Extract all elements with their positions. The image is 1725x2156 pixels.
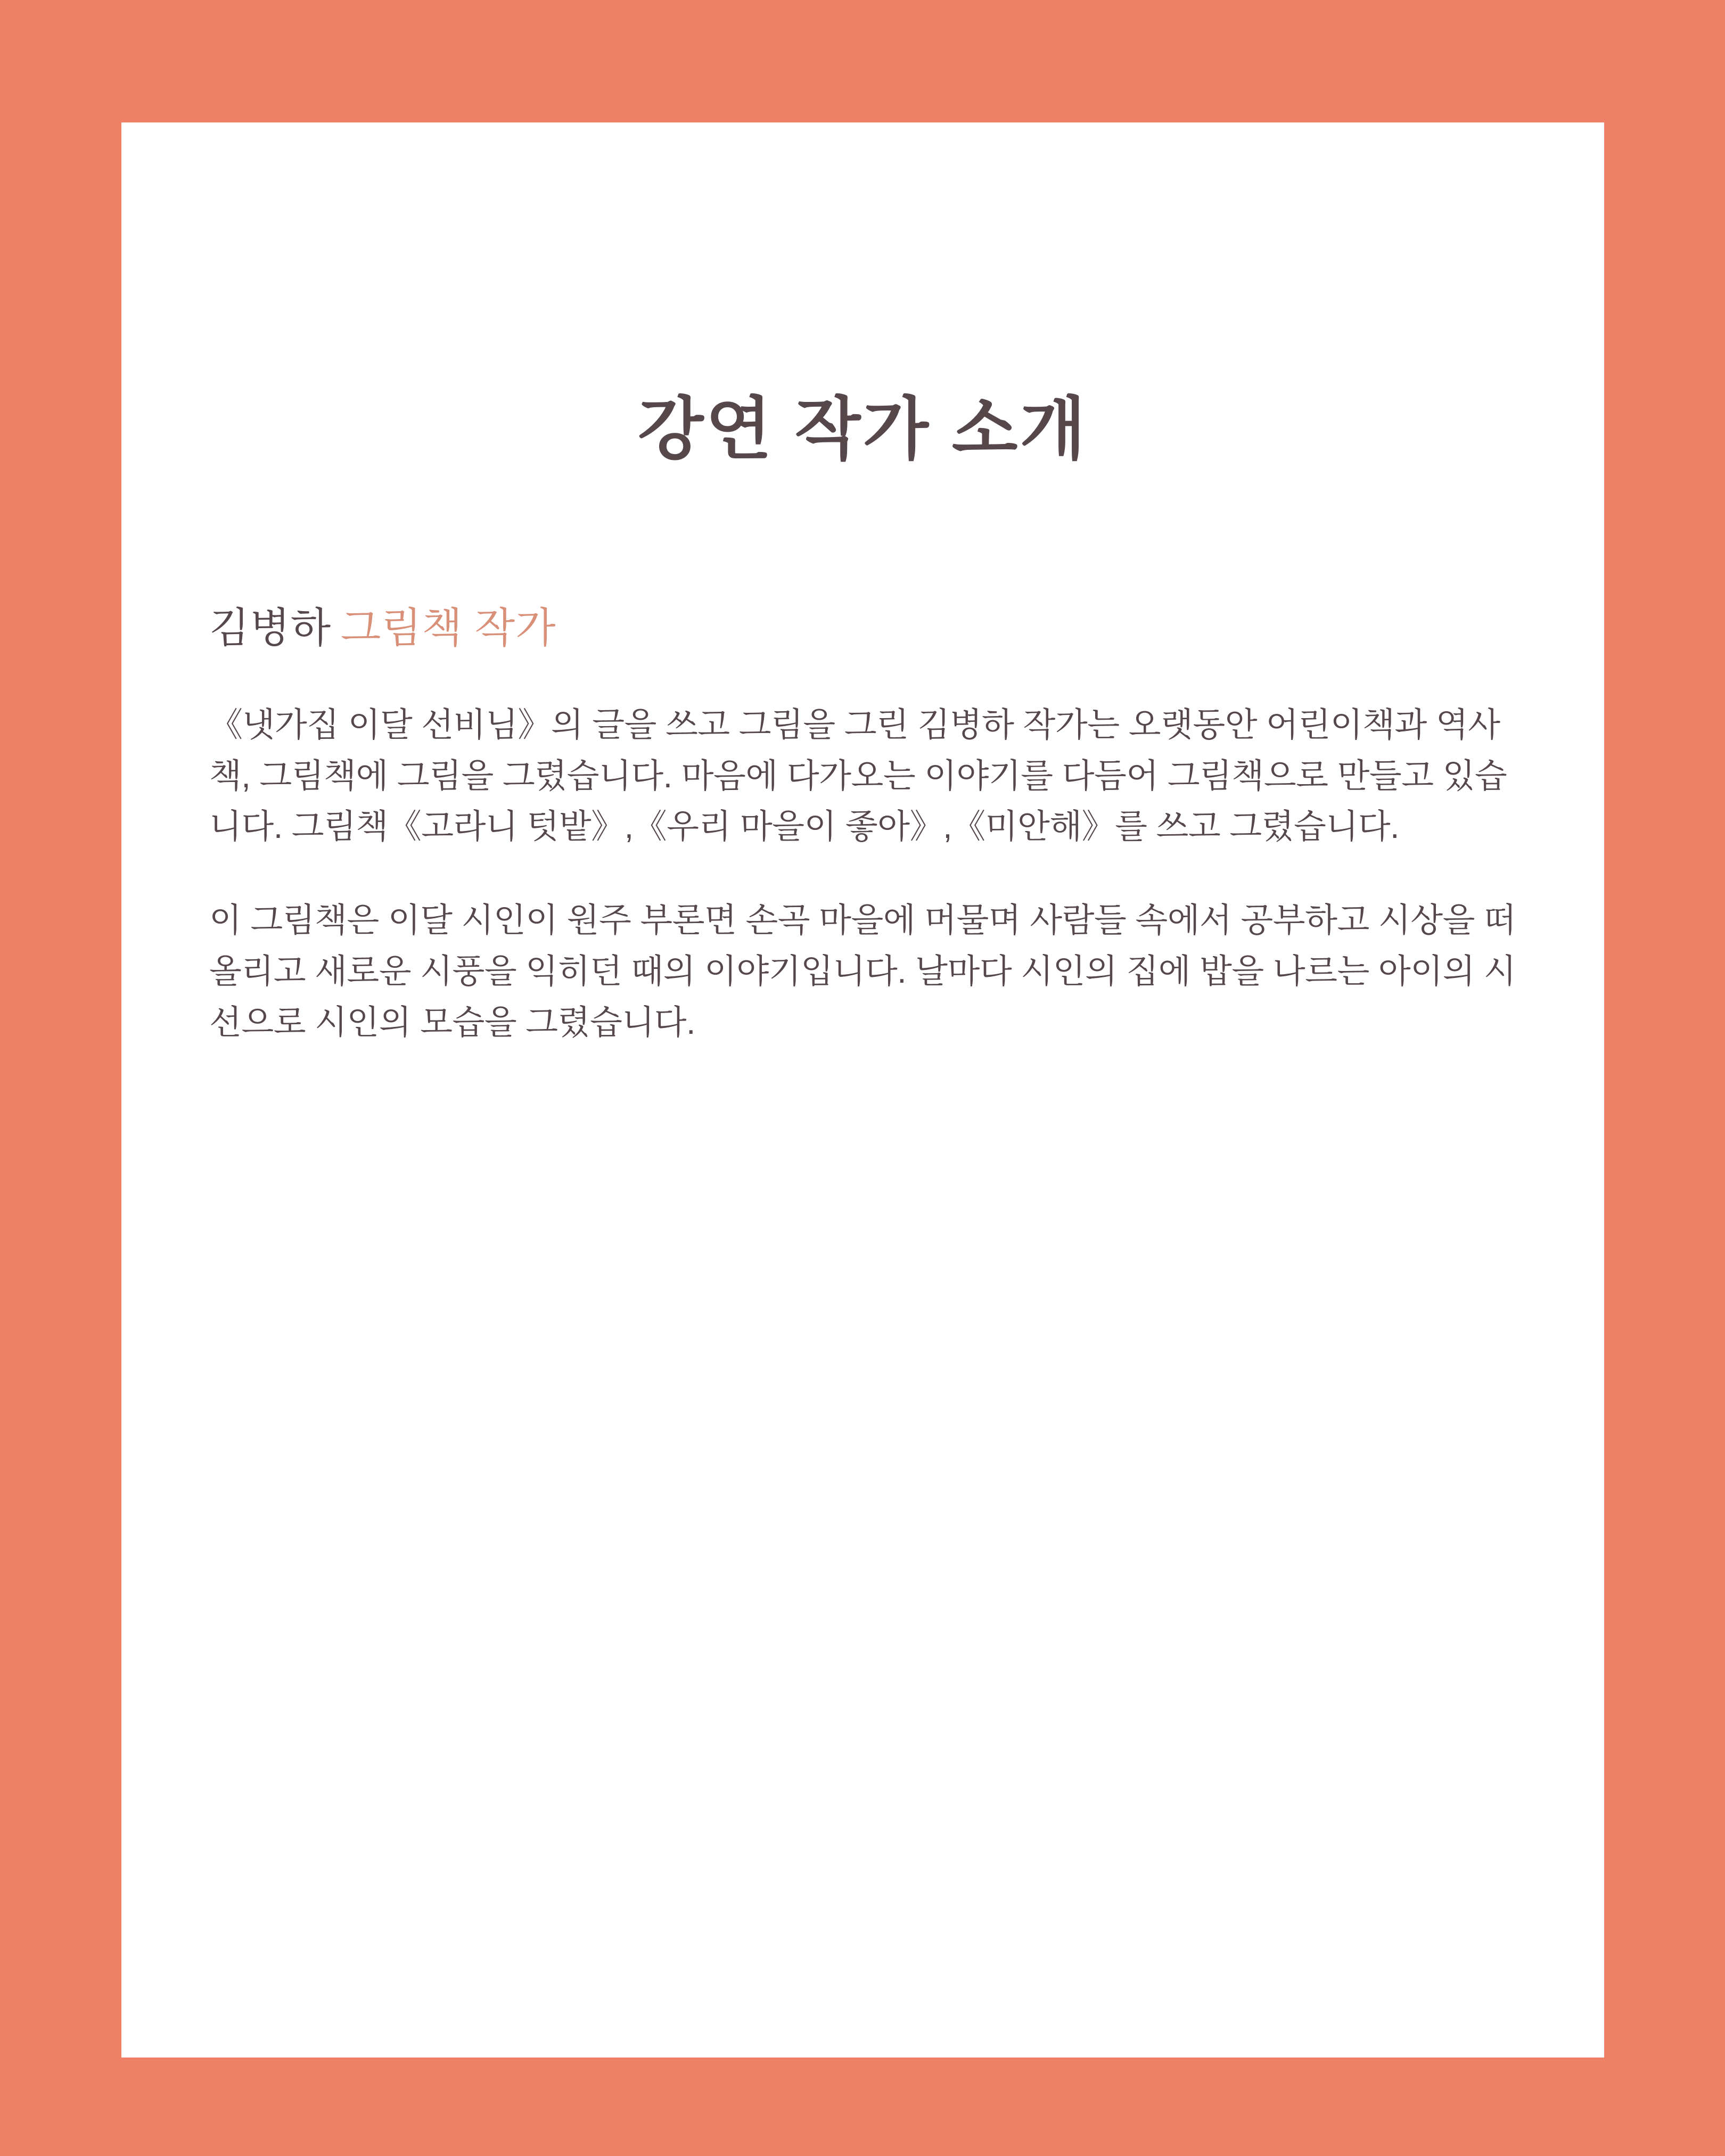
page-title: 강연 작가 소개 (637, 391, 1088, 467)
document-card (121, 122, 1604, 2058)
body-paragraph: 이 그림책은 이달 시인이 원주 부론면 손곡 마을에 머물며 사람들 속에서 공부하고 시상을 떠올리고 새로운 시풍을 익히던 때의 이야기입니다. 날마다 시인의 집에 밥을 나르는 아이의 시선으로 시인의 모습을 그렸습니다. (209, 902, 1516, 1041)
author-name: 김병하 (209, 604, 332, 651)
author-role: 그림책 작가 (341, 604, 556, 651)
author-heading (209, 601, 1524, 655)
body-paragraph: 《냇가집 이달 선비님》의 글을 쓰고 그림을 그린 김병하 작가는 오랫동안 어린이책과 역사책, 그림책에 그림을 그렸습니다. 마음에 다가오는 이야기를 다듬어 그림책으로 만들고 있습니다. 그림책《고라니 텃밭》,《우리 마을이 좋아》,《미안해》를 쓰고 그렸습니다. (209, 706, 1507, 846)
content-area (121, 601, 1604, 1049)
